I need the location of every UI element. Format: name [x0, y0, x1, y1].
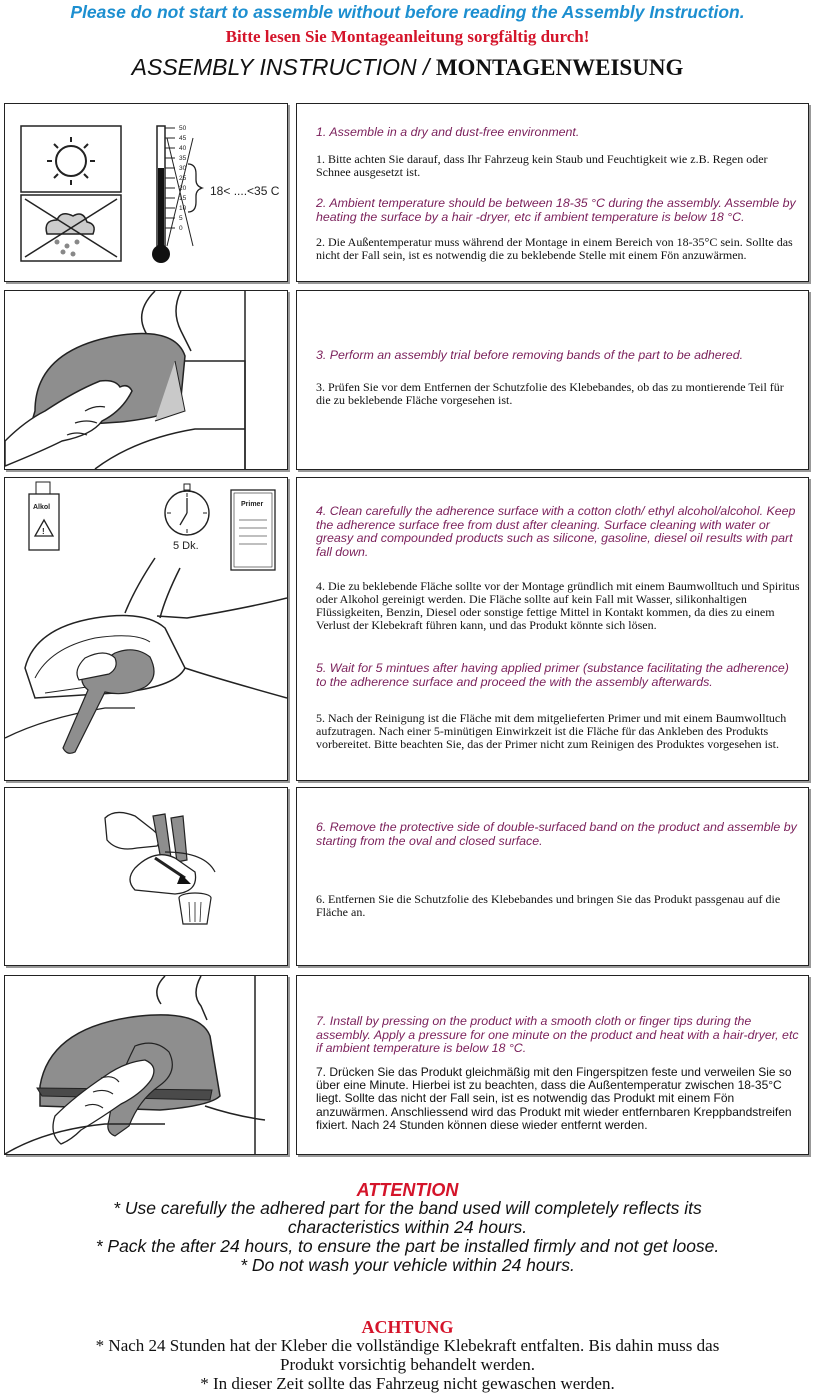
attention-line: characteristics within 24 hours. — [287, 1217, 528, 1237]
page-title — [0, 54, 815, 81]
svg-text:!: ! — [42, 527, 45, 536]
sun-icon — [21, 126, 121, 192]
step4-german: 4. Die zu beklebende Fläche sollte vor der Montage gründlich mit einem Baumwolltuch und Spiritus oder Alkohol gereinigt werden. Die Fläche sollte auf kein Fall mit Wasser, silikonhaltigen Flüssigkeiten, Benzin, Diesel oder sonstige fettige Mittel in Kontakt kommen, da dies zu einem Verlust der Klebekraft führen kann, und das Produkt könnte sich lösen. — [316, 579, 800, 632]
remove-protective-band-illustration — [5, 788, 287, 965]
step3-english: 3. Perform an assembly trial before removing bands of the part to be adhered. — [316, 348, 744, 362]
step4-5-image-panel — [4, 477, 288, 781]
attention-line: * Use carefully the adhered part for the band used will completely reflects its — [113, 1198, 702, 1218]
step3-image-panel — [4, 290, 288, 470]
tick-label: 30 — [179, 165, 187, 172]
step7-german: 7. Drücken Sie das Produkt gleichmäßig mit den Fingerspitzen feste und verweilen Sie so über eine Minute. Hierbei ist zu beachten, dass die Außentemperatur zwischen 18-35°C liegt. Sollte das nicht der Fall sein, ist es notwendig das Produkt mit einem Fön anzuwärmen. Anschliessend wird das Produkt mit wieder entfernbaren Kreppbandstreifen fixiert. Nach 24 Stunden können diese wieder entfernt werden. — [316, 1065, 792, 1132]
achtung-line: Produkt vorsichtig behandelt werden. — [280, 1355, 535, 1374]
step5-german: 5. Nach der Reinigung ist die Fläche mit dem mitgelieferten Primer und mit einem Baumwolltuch aufzutragen. Nach einer 5-minütigen Einwirkzeit ist die Fläche für das Ankleben des Produkts vorbereitet. Bitte beachten Sie, das der Primer nicht zum Reinigen des Produktes vorgesehen ist. — [316, 711, 787, 751]
step3-text-panel — [296, 290, 809, 470]
step1-2-text-panel — [296, 103, 809, 282]
achtung-line: * In dieser Zeit sollte das Fahrzeug nicht gewaschen werden. — [200, 1374, 615, 1393]
temp-range-label: 18< ....<35 C — [210, 184, 280, 198]
achtung-line: * Nach 24 Stunden hat der Kleber die vollständige Klebekraft entfalten. Bis dahin muss das — [95, 1336, 720, 1355]
primer-card-icon — [231, 490, 275, 570]
tick-label: 20 — [179, 185, 187, 192]
tick-label: 25 — [179, 175, 187, 182]
alcohol-bottle-icon — [29, 482, 59, 550]
step3-german: 3. Prüfen Sie vor dem Entfernen der Schutzfolie des Klebebandes, ob das zu montierende Teil für die zu beklebende Fläche vorgesehen ist. — [316, 380, 784, 407]
step1-image-panel — [4, 103, 288, 282]
bottle-label: Alkol — [33, 504, 51, 511]
step5-english: 5. Wait for 5 mintues after having applied primer (substance facilitating the adherence) to the adherence surface and proceed the with the assembly afterwards. — [316, 661, 789, 689]
step7-english: 7. Install by pressing on the product with a smooth cloth or finger tips during the assembly. Apply a pressure for one minute on the product and heat with a hair-dryer, etc if ambient temperature is below 18 °C. — [316, 1014, 799, 1055]
achtung-title: ACHTUNG — [361, 1317, 454, 1337]
title-german: MONTAGENWEISUNG — [435, 55, 684, 80]
primer-label: Primer — [241, 501, 264, 508]
environment-illustration — [5, 104, 287, 281]
trash-bin-icon — [179, 893, 211, 924]
attention-line: * Do not wash your vehicle within 24 hours. — [240, 1255, 575, 1275]
cleaning-illustration — [5, 478, 287, 780]
thermometer-icon — [152, 125, 280, 263]
tick-label: 35 — [179, 155, 187, 162]
tick-label: 0 — [179, 225, 183, 232]
step6-image-panel — [4, 787, 288, 966]
step2-german: 2. Die Außentemperatur muss während der Montage in einem Bereich von 18-35°C sein. Sollte das nicht der Fall sein, ist es notwendig die zu beklebende Stelle mit einem Fön anzuwärmen. — [316, 235, 793, 262]
step7-image-panel — [4, 975, 288, 1155]
attention-title: ATTENTION — [356, 1180, 459, 1200]
tick-label: 45 — [179, 135, 187, 142]
title-english: ASSEMBLY INSTRUCTION / — [131, 54, 436, 80]
step6-text-panel — [296, 787, 809, 966]
step4-5-text-panel — [296, 477, 809, 781]
pressing-mirror-illustration — [5, 976, 287, 1154]
step1-german: 1. Bitte achten Sie darauf, dass Ihr Fahrzeug kein Staub und Feuchtigkeit wie z.B. Regen oder Schnee ausgesetzt ist. — [316, 152, 768, 179]
english-warning: Please do not start to assemble without before reading the Assembly Instruction. — [70, 2, 745, 22]
tick-label: 50 — [179, 125, 187, 132]
step2-english: 2. Ambient temperature should be between 18-35 °C during the assembly. Assemble by heating the surface by a hair -dryer, etc if ambient temperature is below 18 °C. — [316, 196, 796, 224]
step7-text-panel — [296, 975, 809, 1155]
tick-label: 15 — [179, 195, 187, 202]
german-warning: Bitte lesen Sie Montageanleitung sorgfältig durch! — [225, 27, 590, 46]
step4-english: 4. Clean carefully the adherence surface with a cotton cloth/ ethyl alcohol/alcohol. Keep the adherence surface free from dust after cleaning. Surface cleaning with water or greasy and compounded products such as silicone, gasoline, diesel oil results with part fall down. — [316, 504, 796, 559]
attention-line: * Pack the after 24 hours, to ensure the part be installed firmly and not get loose. — [95, 1236, 720, 1256]
step6-english: 6. Remove the protective side of double-surfaced band on the product and assemble by starting from the oval and closed surface. — [316, 820, 797, 848]
step6-german: 6. Entfernen Sie die Schutzfolie des Klebebandes und bringen Sie das Produkt passgenau auf die Fläche an. — [316, 892, 781, 919]
clock-duration-label: 5 Dk. — [173, 540, 199, 552]
tick-label: 5 — [179, 215, 183, 222]
tick-label: 40 — [179, 145, 187, 152]
mirror-trial-illustration — [5, 291, 287, 469]
step1-english: 1. Assemble in a dry and dust-free environment. — [316, 125, 580, 139]
clock-icon — [165, 484, 209, 552]
tick-label: 10 — [179, 205, 187, 212]
rain-crossed-icon — [21, 195, 121, 261]
